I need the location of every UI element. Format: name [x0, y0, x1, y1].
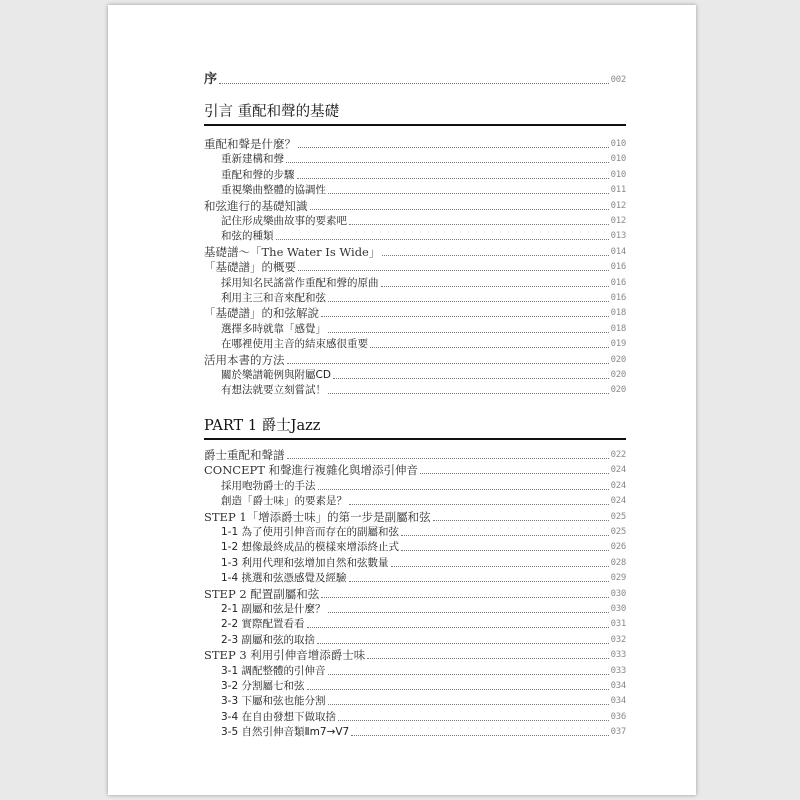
toc-page-number: 026 [610, 542, 626, 553]
toc-entry-subsection [221, 383, 626, 397]
toc-page-number: 020 [610, 385, 626, 396]
toc-page-number: 016 [610, 293, 626, 303]
toc-entry-label: 爵士重配和聲譜 [204, 448, 285, 462]
toc-page-number: 031 [610, 619, 626, 630]
toc-entry-subsection [221, 725, 626, 739]
dot-leader [351, 734, 608, 736]
toc-entry-chapter [204, 137, 626, 151]
dot-leader [318, 488, 609, 490]
toc-page-number: 020 [610, 354, 626, 365]
toc-entry-subsection [221, 540, 626, 554]
toc-entry-label: 1-1 為了使用引伸音而存在的副屬和弦 [221, 526, 399, 538]
toc-entry-label: 3-4 在自由發想下做取捨 [221, 710, 336, 723]
toc-entry-label: 採用咆勃爵士的手法 [221, 479, 316, 492]
toc-entry-subsection [221, 276, 626, 290]
toc-entry-chapter [204, 648, 626, 662]
toc-entry-label: 基礎譜～「The Water Is Wide」 [204, 244, 381, 259]
dot-leader [433, 519, 609, 521]
dot-leader [381, 285, 609, 287]
toc-entry-label: 創造「爵士味」的要素是？ [221, 495, 347, 508]
dot-leader [382, 254, 608, 256]
toc-entry-label: 3-1 調配整體的引伸音 [221, 664, 326, 677]
toc-entry-label: 1-4 挑選和弦憑感覺及經驗 [221, 572, 347, 585]
toc-page-number: 033 [610, 665, 626, 676]
toc-entry-label: 和弦的種類 [221, 230, 274, 243]
toc-entry-subsection [221, 183, 626, 197]
toc-entry-label: 序 [204, 72, 218, 87]
toc-entry-subsection [221, 617, 626, 631]
toc-entry-subsection [221, 633, 626, 647]
toc-entry-subsection [221, 571, 626, 585]
toc-page-number: 012 [610, 216, 626, 226]
dot-leader [307, 626, 609, 628]
toc-page-number: 024 [610, 496, 626, 507]
toc-entry-chapter [204, 245, 626, 259]
toc-entry-chapter [204, 306, 626, 320]
toc-page-number: 010 [610, 139, 626, 149]
toc-entry-subsection [221, 694, 626, 708]
section-heading-introduction [204, 100, 626, 121]
toc-page-number: 016 [610, 262, 626, 273]
toc-entry-subsection [221, 337, 626, 351]
dot-leader [349, 223, 609, 225]
toc-entry-chapter [204, 199, 626, 213]
toc-entry-chapter [204, 353, 626, 367]
toc-entry-label: STEP 1「增添爵士味」的第一步是副屬和弦 [204, 509, 431, 524]
toc-entry-label: 3-3 下屬和弦也能分割 [221, 695, 326, 708]
dot-leader [420, 472, 609, 474]
toc-page-number: 025 [610, 511, 626, 522]
toc-page-number: 028 [610, 557, 626, 568]
toc-entry-label: 採用知名民謠當作重配和聲的原曲 [221, 276, 379, 289]
dot-leader [370, 346, 609, 348]
toc-entry-label: CONCEPT 和聲進行複雜化與增添引伸音 [204, 463, 419, 478]
toc-entry-label: 「基礎譜」的和弦解說 [204, 306, 319, 321]
section-title: 引言 重配和聲的基礎 [204, 104, 340, 120]
toc-entry-subsection [221, 322, 626, 336]
toc-page-number: 033 [610, 650, 626, 661]
toc-entry-subsection [221, 214, 626, 228]
dot-leader [349, 503, 609, 505]
toc-page-number: 034 [610, 696, 626, 707]
toc-page-number: 030 [610, 604, 626, 614]
dot-leader [219, 82, 609, 84]
toc-entry-label: 選擇多時就靠「感覺」 [221, 322, 326, 335]
toc-entry-subsection [221, 556, 626, 570]
toc-entry-label: 重配和聲是什麼？ [204, 137, 296, 151]
toc-entry-subsection [221, 602, 626, 616]
toc-entry-label: 有想法就要立刻嘗試！ [221, 384, 326, 397]
toc-page-number: 013 [610, 231, 626, 242]
toc-entry-label: 「基礎譜」的概要 [204, 260, 296, 275]
toc-entry-subsection [221, 479, 626, 493]
dot-leader [349, 580, 609, 582]
toc-entry-label: STEP 2 配置副屬和弦 [204, 586, 320, 601]
dot-leader [328, 300, 609, 302]
section-rule [204, 124, 626, 126]
toc-entry-label: 活用本書的方法 [204, 352, 285, 367]
toc-page-number: 014 [610, 246, 626, 257]
dot-leader [298, 269, 609, 271]
dot-leader [276, 238, 609, 240]
dot-leader [321, 315, 609, 317]
toc-page-number: 019 [610, 339, 626, 350]
toc-page-number: 011 [610, 185, 626, 196]
toc-page-number: 037 [610, 727, 626, 738]
toc-entry-label: 關於樂譜範例與附屬CD [221, 369, 331, 381]
toc-entry-subsection [221, 291, 626, 305]
toc-entry-label: STEP 3 利用引伸音增添爵士味 [204, 648, 366, 663]
toc-entry-subsection [221, 152, 626, 166]
toc-page-number: 034 [610, 681, 626, 691]
toc-entry-label: 重視樂曲整體的協調性 [221, 184, 326, 197]
toc-entry-label: 在哪裡使用主音的結束感很重要 [221, 338, 368, 351]
toc-entry-subsection [221, 494, 626, 508]
toc-page-number: 010 [610, 154, 626, 165]
dot-leader [297, 177, 609, 179]
toc-entry-chapter [204, 463, 626, 477]
toc-entry-preface [204, 73, 626, 87]
toc-entry-chapter [204, 587, 626, 601]
dot-leader [328, 611, 609, 613]
dot-leader [328, 331, 609, 333]
toc-entry-subsection [221, 168, 626, 182]
dot-leader [328, 192, 609, 194]
toc-entry-label: 和弦進行的基礎知識 [204, 198, 308, 213]
toc-page-number: 025 [610, 527, 626, 537]
toc-entry-label: 記住形成樂曲故事的要素吧 [221, 215, 347, 227]
toc-page-number: 016 [610, 277, 626, 288]
dot-leader [310, 208, 609, 210]
dot-leader [401, 549, 609, 551]
dot-leader [286, 161, 609, 163]
toc-page-number: 024 [610, 480, 626, 491]
dot-leader [321, 596, 608, 598]
toc-page-number: 029 [610, 573, 626, 584]
toc-entry-subsection [221, 710, 626, 724]
section-rule [204, 438, 626, 440]
dot-leader [367, 657, 608, 659]
dot-leader [317, 642, 609, 644]
toc-entry-label: 2-1 副屬和弦是什麼？ [221, 603, 326, 615]
section-heading-part1-jazz [204, 414, 626, 435]
toc-page-number: 018 [610, 323, 626, 334]
dot-leader [298, 146, 609, 148]
toc-entry-chapter [204, 448, 626, 462]
toc-entry-label: 2-2 實際配置看看 [221, 618, 305, 631]
toc-entry-label: 重配和聲的步驟 [221, 168, 295, 181]
toc-page-number: 022 [610, 450, 626, 460]
dot-leader [333, 377, 609, 379]
toc-entry-label: 利用主三和音來配和弦 [221, 292, 326, 304]
dot-leader [287, 457, 609, 459]
toc-page-number: 032 [610, 634, 626, 645]
toc-page-number: 010 [610, 169, 626, 180]
toc-page-number: 024 [610, 465, 626, 476]
dot-leader [328, 392, 609, 394]
toc-entry-label: 1-2 想像最終成品的模樣來增添終止式 [221, 541, 399, 554]
dot-leader [328, 673, 609, 675]
toc-page-number: 030 [610, 588, 626, 599]
toc-entry-chapter [204, 260, 626, 274]
toc-entry-label: 2-3 副屬和弦的取捨 [221, 633, 315, 646]
toc-entry-subsection [221, 664, 626, 678]
toc-page-number: 018 [610, 308, 626, 319]
toc-entry-label: 重新建構和聲 [221, 153, 284, 166]
toc-page-number: 002 [610, 75, 626, 85]
dot-leader [307, 688, 609, 690]
toc-entry-subsection [221, 368, 626, 382]
dot-leader [401, 534, 609, 536]
toc-entry-chapter [204, 510, 626, 524]
toc-entry-label: 3-2 分割屬七和弦 [221, 680, 305, 692]
toc-entry-subsection [221, 229, 626, 243]
dot-leader [338, 719, 609, 721]
dot-leader [328, 703, 609, 705]
toc-entry-label: 3-5 自然引伸音類Ⅱm7→Ⅴ7 [221, 726, 350, 739]
dot-leader [287, 362, 609, 364]
toc-entry-subsection [221, 679, 626, 693]
section-title: PART 1 爵士Jazz [204, 418, 321, 434]
toc-page-number: 012 [610, 200, 626, 211]
toc-entry-label: 1-3 利用代理和弦增加自然和弦數量 [221, 556, 389, 569]
toc-page-number: 036 [610, 711, 626, 722]
dot-leader [391, 565, 609, 567]
toc-entry-subsection [221, 525, 626, 539]
toc-page-number: 020 [610, 370, 626, 380]
